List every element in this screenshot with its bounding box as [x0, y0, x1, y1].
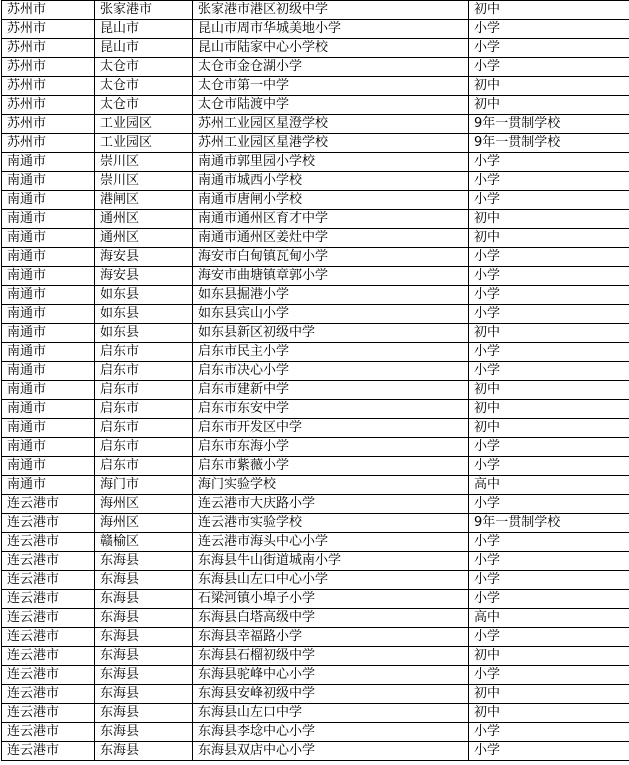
district-cell: 如东县 — [95, 286, 193, 305]
school-name-cell: 启东市紫薇小学 — [193, 457, 469, 476]
city-cell: 南通市 — [2, 324, 95, 343]
city-cell: 连云港市 — [2, 495, 95, 514]
table-row — [2, 172, 629, 191]
table-row — [2, 552, 629, 571]
city-cell: 苏州市 — [2, 96, 95, 115]
table-row — [2, 134, 629, 153]
school-name-cell: 启东市决心小学 — [193, 362, 469, 381]
city-cell: 南通市 — [2, 210, 95, 229]
school-type-cell: 初中 — [469, 324, 629, 343]
district-cell: 太仓市 — [95, 58, 193, 77]
city-cell: 苏州市 — [2, 39, 95, 58]
school-name-cell: 启东市开发区中学 — [193, 419, 469, 438]
school-type-cell: 高中 — [469, 476, 629, 495]
school-type-cell: 小学 — [469, 343, 629, 362]
table-row — [2, 609, 629, 628]
school-name-cell: 石梁河镇小埠子小学 — [193, 590, 469, 609]
table-row — [2, 571, 629, 590]
district-cell: 东海县 — [95, 590, 193, 609]
school-name-cell: 海门实验学校 — [193, 476, 469, 495]
school-type-cell: 小学 — [469, 362, 629, 381]
district-cell: 启东市 — [95, 400, 193, 419]
school-name-cell: 启东市东海小学 — [193, 438, 469, 457]
table-row — [2, 58, 629, 77]
table-row — [2, 39, 629, 58]
district-cell: 昆山市 — [95, 20, 193, 39]
school-type-cell: 小学 — [469, 20, 629, 39]
table-row — [2, 305, 629, 324]
school-type-cell: 小学 — [469, 742, 629, 761]
school-type-cell: 9年一贯制学校 — [469, 514, 629, 533]
school-type-cell: 小学 — [469, 172, 629, 191]
school-name-cell: 东海县山左口中心小学 — [193, 571, 469, 590]
city-cell: 苏州市 — [2, 20, 95, 39]
city-cell: 连云港市 — [2, 514, 95, 533]
city-cell: 南通市 — [2, 305, 95, 324]
city-cell: 连云港市 — [2, 647, 95, 666]
school-name-cell: 启东市建新中学 — [193, 381, 469, 400]
table-row — [2, 590, 629, 609]
table-row — [2, 495, 629, 514]
district-cell: 启东市 — [95, 457, 193, 476]
city-cell: 南通市 — [2, 191, 95, 210]
school-type-cell: 小学 — [469, 39, 629, 58]
school-name-cell: 苏州工业园区星澄学校 — [193, 115, 469, 134]
district-cell: 昆山市 — [95, 39, 193, 58]
table-row — [2, 1, 629, 20]
school-type-cell: 小学 — [469, 305, 629, 324]
district-cell: 东海县 — [95, 685, 193, 704]
district-cell: 东海县 — [95, 609, 193, 628]
district-cell: 太仓市 — [95, 77, 193, 96]
city-cell: 连云港市 — [2, 742, 95, 761]
table-body — [2, 1, 629, 761]
table-row — [2, 704, 629, 723]
city-cell: 南通市 — [2, 172, 95, 191]
district-cell: 海安县 — [95, 248, 193, 267]
district-cell: 海安县 — [95, 267, 193, 286]
city-cell: 南通市 — [2, 476, 95, 495]
school-type-cell: 初中 — [469, 400, 629, 419]
school-name-cell: 东海县李埝中心小学 — [193, 723, 469, 742]
school-name-cell: 苏州工业园区星港学校 — [193, 134, 469, 153]
city-cell: 连云港市 — [2, 571, 95, 590]
city-cell: 连云港市 — [2, 685, 95, 704]
district-cell: 东海县 — [95, 552, 193, 571]
table-row — [2, 419, 629, 438]
school-name-cell: 海安市曲塘镇章郭小学 — [193, 267, 469, 286]
school-type-cell: 小学 — [469, 571, 629, 590]
school-type-cell: 初中 — [469, 77, 629, 96]
table-row — [2, 742, 629, 761]
school-name-cell: 东海县驼峰中心小学 — [193, 666, 469, 685]
table-row — [2, 286, 629, 305]
school-name-cell: 海安市白甸镇瓦甸小学 — [193, 248, 469, 267]
school-type-cell: 初中 — [469, 1, 629, 20]
district-cell: 启东市 — [95, 419, 193, 438]
school-type-cell: 初中 — [469, 96, 629, 115]
city-cell: 苏州市 — [2, 77, 95, 96]
school-name-cell: 南通市通州区姜灶中学 — [193, 229, 469, 248]
table-row — [2, 77, 629, 96]
table-row — [2, 96, 629, 115]
school-type-cell: 小学 — [469, 495, 629, 514]
school-type-cell: 小学 — [469, 533, 629, 552]
table-row — [2, 153, 629, 172]
table-row — [2, 533, 629, 552]
table-row — [2, 324, 629, 343]
city-cell: 南通市 — [2, 419, 95, 438]
table-row — [2, 267, 629, 286]
city-cell: 南通市 — [2, 362, 95, 381]
school-name-cell: 昆山市周市华城美地小学 — [193, 20, 469, 39]
table-row — [2, 457, 629, 476]
city-cell: 苏州市 — [2, 58, 95, 77]
city-cell: 连云港市 — [2, 590, 95, 609]
district-cell: 崇川区 — [95, 172, 193, 191]
city-cell: 连云港市 — [2, 609, 95, 628]
district-cell: 如东县 — [95, 324, 193, 343]
city-cell: 南通市 — [2, 153, 95, 172]
school-name-cell: 东海县安峰初级中学 — [193, 685, 469, 704]
school-type-cell: 小学 — [469, 723, 629, 742]
school-type-cell: 小学 — [469, 58, 629, 77]
district-cell: 启东市 — [95, 343, 193, 362]
table-row — [2, 647, 629, 666]
school-name-cell: 如东县宾山小学 — [193, 305, 469, 324]
city-cell: 南通市 — [2, 248, 95, 267]
school-type-cell: 初中 — [469, 685, 629, 704]
school-name-cell: 如东县新区初级中学 — [193, 324, 469, 343]
table-row — [2, 666, 629, 685]
city-cell: 连云港市 — [2, 723, 95, 742]
school-type-cell: 小学 — [469, 666, 629, 685]
city-cell: 连云港市 — [2, 666, 95, 685]
school-type-cell: 初中 — [469, 704, 629, 723]
school-name-cell: 昆山市陆家中心小学校 — [193, 39, 469, 58]
school-table — [1, 0, 629, 761]
school-name-cell: 南通市通州区育才中学 — [193, 210, 469, 229]
city-cell: 南通市 — [2, 343, 95, 362]
city-cell: 南通市 — [2, 229, 95, 248]
district-cell: 通州区 — [95, 229, 193, 248]
city-cell: 南通市 — [2, 457, 95, 476]
school-type-cell: 小学 — [469, 590, 629, 609]
table-row — [2, 210, 629, 229]
district-cell: 启东市 — [95, 362, 193, 381]
table-row — [2, 438, 629, 457]
district-cell: 东海县 — [95, 666, 193, 685]
district-cell: 海门市 — [95, 476, 193, 495]
school-name-cell: 太仓市陆渡中学 — [193, 96, 469, 115]
school-name-cell: 启东市民主小学 — [193, 343, 469, 362]
school-name-cell: 南通市唐闸小学校 — [193, 191, 469, 210]
district-cell: 通州区 — [95, 210, 193, 229]
table-row — [2, 20, 629, 39]
city-cell: 南通市 — [2, 438, 95, 457]
table-row — [2, 381, 629, 400]
city-cell: 连云港市 — [2, 704, 95, 723]
table-row — [2, 229, 629, 248]
school-name-cell: 如东县掘港小学 — [193, 286, 469, 305]
city-cell: 苏州市 — [2, 115, 95, 134]
school-name-cell: 南通市郭里园小学校 — [193, 153, 469, 172]
school-name-cell: 东海县幸福路小学 — [193, 628, 469, 647]
city-cell: 苏州市 — [2, 1, 95, 20]
school-name-cell: 东海县山左口中学 — [193, 704, 469, 723]
district-cell: 工业园区 — [95, 134, 193, 153]
school-name-cell: 连云港市大庆路小学 — [193, 495, 469, 514]
district-cell: 东海县 — [95, 571, 193, 590]
school-name-cell: 连云港市海头中心小学 — [193, 533, 469, 552]
table-row — [2, 191, 629, 210]
city-cell: 苏州市 — [2, 134, 95, 153]
district-cell: 东海县 — [95, 704, 193, 723]
table-row — [2, 400, 629, 419]
school-name-cell: 东海县石榴初级中学 — [193, 647, 469, 666]
district-cell: 东海县 — [95, 742, 193, 761]
district-cell: 东海县 — [95, 723, 193, 742]
school-type-cell: 初中 — [469, 381, 629, 400]
table-row — [2, 723, 629, 742]
table-row — [2, 362, 629, 381]
school-type-cell: 小学 — [469, 267, 629, 286]
school-type-cell: 小学 — [469, 552, 629, 571]
school-type-cell: 初中 — [469, 419, 629, 438]
school-type-cell: 高中 — [469, 609, 629, 628]
district-cell: 海州区 — [95, 495, 193, 514]
table-row — [2, 628, 629, 647]
table-row — [2, 343, 629, 362]
city-cell: 南通市 — [2, 286, 95, 305]
school-type-cell: 小学 — [469, 153, 629, 172]
school-type-cell: 小学 — [469, 457, 629, 476]
school-type-cell: 小学 — [469, 286, 629, 305]
district-cell: 海州区 — [95, 514, 193, 533]
district-cell: 太仓市 — [95, 96, 193, 115]
school-type-cell: 初中 — [469, 647, 629, 666]
table-row — [2, 248, 629, 267]
school-name-cell: 启东市东安中学 — [193, 400, 469, 419]
school-type-cell: 初中 — [469, 210, 629, 229]
table-row — [2, 115, 629, 134]
school-type-cell: 9年一贯制学校 — [469, 134, 629, 153]
school-name-cell: 张家港市港区初级中学 — [193, 1, 469, 20]
district-cell: 启东市 — [95, 438, 193, 457]
city-cell: 南通市 — [2, 267, 95, 286]
school-name-cell: 连云港市实验学校 — [193, 514, 469, 533]
district-cell: 赣榆区 — [95, 533, 193, 552]
school-name-cell: 东海县双店中心小学 — [193, 742, 469, 761]
school-name-cell: 东海县白塔高级中学 — [193, 609, 469, 628]
district-cell: 张家港市 — [95, 1, 193, 20]
district-cell: 崇川区 — [95, 153, 193, 172]
city-cell: 南通市 — [2, 400, 95, 419]
school-type-cell: 小学 — [469, 438, 629, 457]
district-cell: 东海县 — [95, 628, 193, 647]
city-cell: 南通市 — [2, 381, 95, 400]
school-name-cell: 太仓市金仓湖小学 — [193, 58, 469, 77]
school-type-cell: 小学 — [469, 248, 629, 267]
school-name-cell: 南通市城西小学校 — [193, 172, 469, 191]
district-cell: 工业园区 — [95, 115, 193, 134]
table-row — [2, 476, 629, 495]
city-cell: 连云港市 — [2, 628, 95, 647]
school-name-cell: 东海县牛山街道城南小学 — [193, 552, 469, 571]
school-type-cell: 初中 — [469, 229, 629, 248]
city-cell: 连云港市 — [2, 533, 95, 552]
school-type-cell: 9年一贯制学校 — [469, 115, 629, 134]
district-cell: 启东市 — [95, 381, 193, 400]
school-type-cell: 小学 — [469, 628, 629, 647]
school-type-cell: 小学 — [469, 191, 629, 210]
table-row — [2, 514, 629, 533]
district-cell: 港闸区 — [95, 191, 193, 210]
school-name-cell: 太仓市第一中学 — [193, 77, 469, 96]
table-row — [2, 685, 629, 704]
district-cell: 如东县 — [95, 305, 193, 324]
city-cell: 连云港市 — [2, 552, 95, 571]
district-cell: 东海县 — [95, 647, 193, 666]
